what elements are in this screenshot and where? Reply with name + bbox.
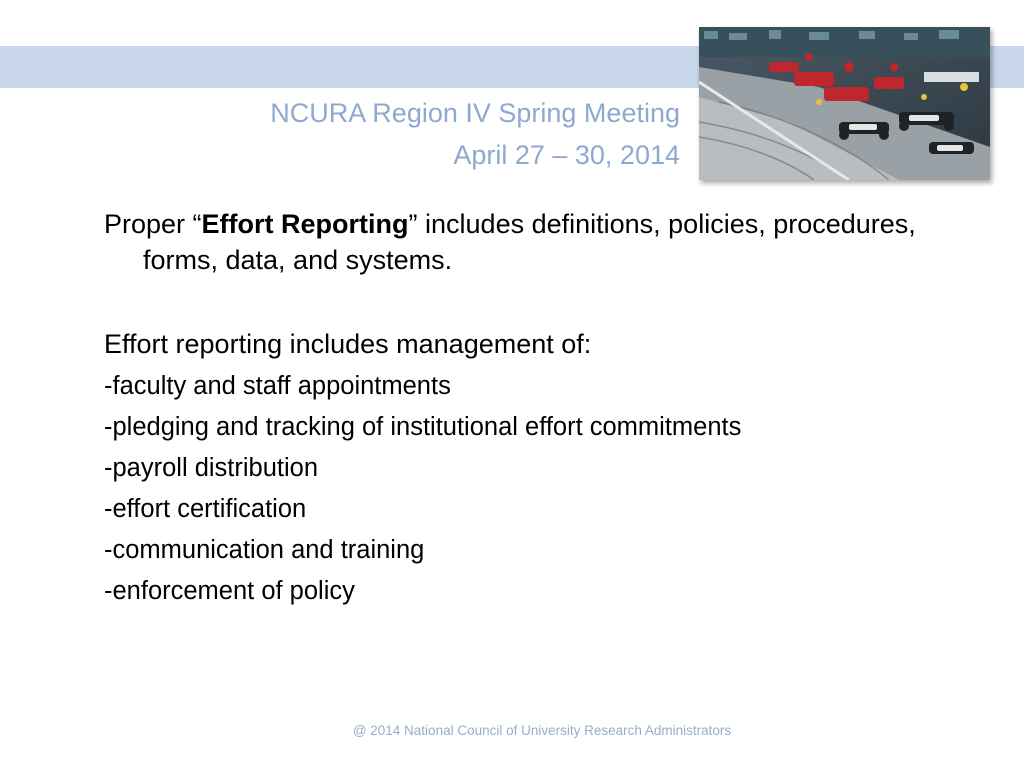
list-item: -payroll distribution: [104, 454, 319, 482]
management-intro: Effort reporting includes management of:: [104, 329, 592, 359]
list-item: -communication and training: [104, 536, 425, 564]
slide-header: [270, 92, 680, 176]
para1-after: ” includes definitions, policies, procedures, forms, data, and systems.: [143, 209, 916, 275]
race-pit-stop-photo: [699, 27, 990, 180]
effort-reporting-term: Effort Reporting: [201, 209, 409, 239]
list-item: -faculty and staff appointments: [104, 372, 451, 400]
copyright-footer: @ 2014 National Council of University Research Administrators: [352, 723, 732, 738]
list-item: -enforcement of policy: [104, 577, 355, 605]
list-item: -pledging and tracking of institutional effort commitments: [104, 413, 742, 441]
list-item: -effort certification: [104, 495, 307, 523]
header-line-2: April 27 – 30, 2014: [453, 140, 680, 170]
para1-before: Proper “: [104, 209, 202, 239]
header-line-1: NCURA Region IV Spring Meeting: [270, 98, 680, 128]
slide-body: [104, 206, 934, 612]
management-list: [104, 366, 934, 612]
effort-reporting-definition: [104, 206, 934, 278]
